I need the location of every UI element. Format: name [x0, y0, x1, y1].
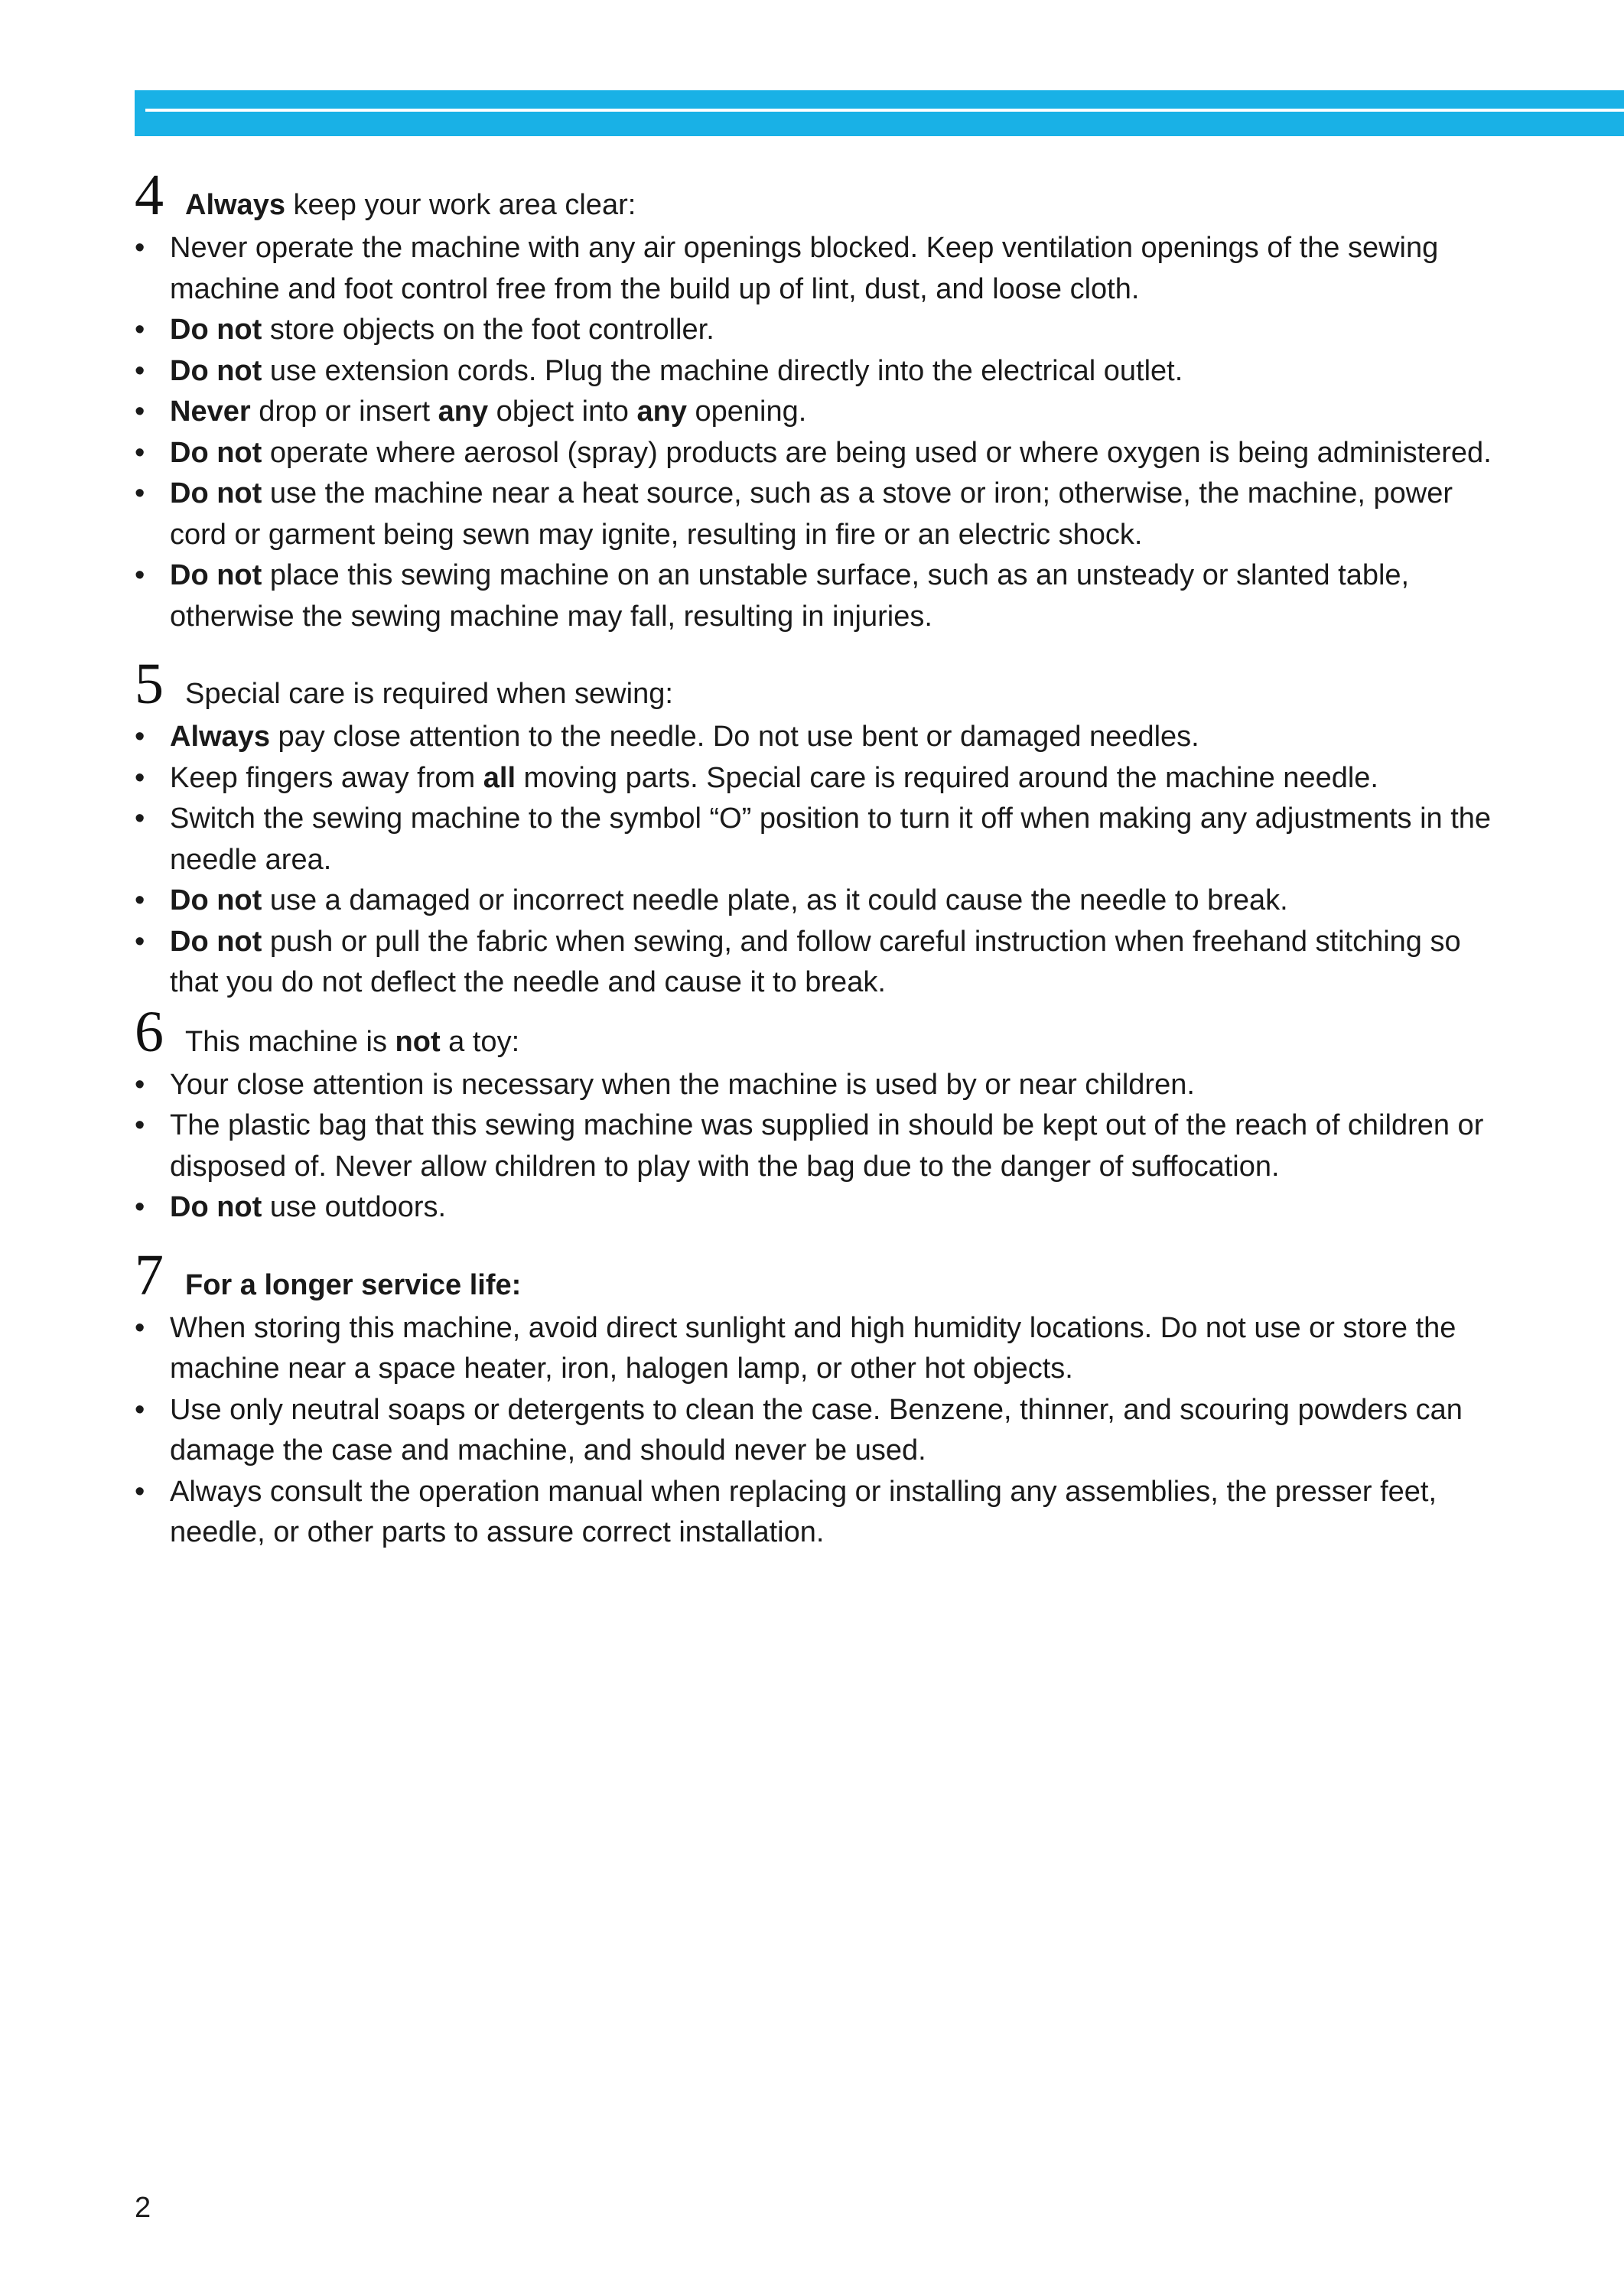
- page-number: 2: [135, 2192, 151, 2224]
- list-item: • Never drop or insert any object into any opening.: [135, 392, 1504, 433]
- bullet-list: [135, 1065, 1504, 1229]
- bullet-list: [135, 717, 1504, 1004]
- section-number: 6: [135, 999, 164, 1064]
- list-item: • Never operate the machine with any air openings blocked. Keep ventilation openings of the sewing machine and foot control free from the build up of lint, dust, and loose cloth.: [135, 228, 1504, 310]
- section-number: 4: [135, 163, 164, 227]
- list-item: • Keep fingers away from all moving parts. Special care is required around the machine needle.: [135, 758, 1504, 799]
- section-title: Always keep your work area clear:: [185, 189, 636, 221]
- list-item: • Always pay close attention to the needle. Do not use bent or damaged needles.: [135, 717, 1504, 758]
- section-7: [135, 1242, 1504, 1554]
- section-heading: [135, 1242, 1504, 1307]
- section-4: [135, 163, 1504, 637]
- header-rule: [145, 109, 1624, 112]
- list-item: • Always consult the operation manual when replacing or installing any assemblies, the presser feet, needle, or other parts to assure correct installation.: [135, 1472, 1504, 1554]
- list-item: • Do not use a damaged or incorrect needle plate, as it could cause the needle to break.: [135, 881, 1504, 922]
- list-item: • Do not operate where aerosol (spray) products are being used or where oxygen is being administered.: [135, 433, 1504, 474]
- list-item: • Do not push or pull the fabric when sewing, and follow careful instruction when freehand stitching so that you do not deflect the needle and cause it to break.: [135, 922, 1504, 1004]
- bullet-list: [135, 228, 1504, 637]
- list-item: • Do not use outdoors.: [135, 1187, 1504, 1229]
- section-number: 7: [135, 1242, 164, 1307]
- list-item: • Do not use the machine near a heat source, such as a stove or iron; otherwise, the machine, power cord or garment being sewn may ignite, resulting in fire or an electric shock.: [135, 474, 1504, 555]
- list-item: • Switch the sewing machine to the symbol “O” position to turn it off when making any adjustments in the needle area.: [135, 799, 1504, 881]
- list-item: • Use only neutral soaps or detergents to clean the case. Benzene, thinner, and scouring powders can damage the case and machine, and should never be used.: [135, 1390, 1504, 1472]
- list-item: • Do not place this sewing machine on an unstable surface, such as an unsteady or slanted table, otherwise the sewing machine may fall, resulting in injuries.: [135, 555, 1504, 637]
- section-heading: [135, 652, 1504, 716]
- list-item: • Do not use extension cords. Plug the machine directly into the electrical outlet.: [135, 351, 1504, 392]
- header-band: [135, 90, 1624, 136]
- bullet-list: [135, 1308, 1504, 1554]
- list-item: • Your close attention is necessary when the machine is used by or near children.: [135, 1065, 1504, 1106]
- list-item: • When storing this machine, avoid direct sunlight and high humidity locations. Do not use or store the machine near a space heater, iron, halogen lamp, or other hot objects.: [135, 1308, 1504, 1390]
- section-number: 5: [135, 652, 164, 716]
- section-5: [135, 652, 1504, 1004]
- page-content: [135, 163, 1504, 1554]
- list-item: • The plastic bag that this sewing machine was supplied in should be kept out of the reach of children or disposed of. Never allow children to play with the bag due to the danger of suffocation.: [135, 1105, 1504, 1187]
- section-title: For a longer service life:: [185, 1268, 522, 1301]
- list-item: • Do not store objects on the foot controller.: [135, 310, 1504, 351]
- section-title: This machine is not a toy:: [185, 1025, 520, 1058]
- section-6: [135, 999, 1504, 1229]
- section-title: Special care is required when sewing:: [185, 678, 673, 710]
- section-heading: [135, 999, 1504, 1064]
- section-heading: [135, 163, 1504, 227]
